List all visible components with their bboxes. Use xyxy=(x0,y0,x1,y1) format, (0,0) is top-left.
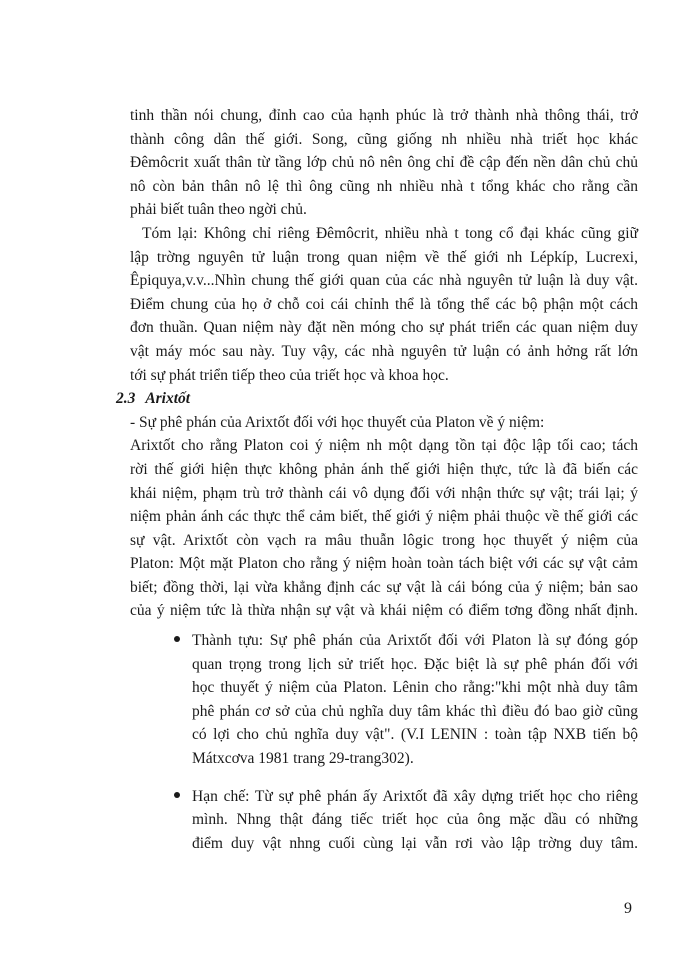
bullet-icon xyxy=(174,636,180,642)
text-line: Thành tựu: Sự phê phán của Arixtốt đối với Platon là sự đóng góp xyxy=(192,632,638,650)
text-line: phải biết tuân theo ngời chủ. xyxy=(130,201,307,219)
paragraph-1 xyxy=(130,104,638,222)
bullet-item-limitations xyxy=(130,785,638,856)
text-line: điểm duy vật nhng cuối cùng lại vẫn rơi vào lập trờng duy tâm. xyxy=(192,834,638,852)
text-line: có lợi cho chủ nghĩa duy vật". (V.I LENIN : toàn tập NXB tiến bộ xyxy=(192,726,638,744)
text-line: niệm phản ánh các thực thể cảm biết, thế giới ý niệm phải thuộc về thế giới các xyxy=(130,508,638,526)
text-line: Mátxcơva 1981 trang 29-trang302). xyxy=(192,750,414,768)
text-line: học thuyết ý niệm của Platon. Lênin cho rằng:"khi một nhà duy tâm xyxy=(192,679,638,697)
section-number: 2.3 xyxy=(116,390,136,408)
text-line: Arixtốt cho rằng Platon coi ý niệm nh một dạng tồn tại độc lập tối cao; tách xyxy=(130,437,638,455)
text-line: Tóm lại: Không chỉ riêng Đêmôcrit, nhiều nhà t tong cổ đại khác cũng giữ xyxy=(142,224,638,242)
section-title: Arixtốt xyxy=(145,390,191,408)
paragraph-2 xyxy=(130,222,638,387)
bullet-item-achievements xyxy=(130,629,638,771)
text-line: Điểm chung của họ ở chỗ coi cái chỉnh thể là tổng thể các bộ phận một cách xyxy=(130,295,638,313)
text-line: lập trờng nguyên tử luận trong quan niệm về thế giới nh Lépkíp, Lucrexi, xyxy=(130,248,638,266)
text-line: thành công dân thế giới. Song, cũng giống nh nhiều nhà triết học khác xyxy=(130,130,638,148)
text-line: Hạn chế: Từ sự phê phán ấy Arixtốt đã xây dựng triết học cho riêng xyxy=(192,787,638,805)
bullet-icon xyxy=(174,792,180,798)
text-line: Êpiquya,v.v...Nhìn chung thế giới quan của các nhà nguyên tử luận là duy vật. xyxy=(130,272,638,290)
text-line: đơn thuần. Quan niệm này đặt nền móng cho sự phát triển các quan niệm duy xyxy=(130,319,638,337)
text-line: phê phán cơ sở của chủ nghĩa duy tâm khác thì điều đó bao giờ cũng xyxy=(192,702,638,720)
text-line: vật máy móc sau này. Tuy vậy, các nhà nguyên tử luận có ảnh hởng rất lớn xyxy=(130,342,638,360)
text-line: Platon: Một mặt Platon cho rằng ý niệm hoàn toàn tách biệt với các sự vật cảm xyxy=(130,555,638,573)
text-line: tới sự phát triển tiếp theo của triết học và khoa học. xyxy=(130,366,449,384)
paragraph-3 xyxy=(130,434,638,623)
page-number: 9 xyxy=(624,900,632,917)
text-line: nô còn bản thân nô lệ thì ông cũng nh nhiều nhà t tổng khác cho rằng cần xyxy=(130,177,638,195)
page-body xyxy=(116,104,638,855)
text-line: biết; đồng thời, lại vừa khẳng định các sự vật là cái bóng của ý niệm; bản sao xyxy=(130,578,638,596)
text-line: mình. Nhng thật đáng tiếc triết học của ông mặc dầu có những xyxy=(192,811,638,829)
section-heading xyxy=(116,387,638,411)
text-line: quan trọng trong lịch sử triết học. Đặc biệt là sự phê phán đối với xyxy=(192,655,638,673)
text-line: khái niệm, phạm trù trở thành cái vô dụng đối với nhận thức sự vật; trái lại; ý xyxy=(130,484,638,502)
text-line: rời thế giới hiện thực không phản ánh thế giới hiện thực, tức là đã biến các xyxy=(130,460,638,478)
text-line: tinh thần nói chung, đỉnh cao của hạnh phúc là trở thành nhà thông thái, trở xyxy=(130,107,638,124)
text-line: sự vật. Arixtốt còn vạch ra mâu thuẫn lôgic trong học thuyết ý niệm của xyxy=(130,531,638,549)
text-line: Đêmôcrit xuất thân từ tầng lớp chủ nô nên ông chỉ đề cập đến nền dân chủ chủ xyxy=(130,154,638,172)
subheading: - Sự phê phán của Arixtốt đối với học thuyết của Platon về ý niệm: xyxy=(130,413,545,431)
text-line: của ý niệm tức là thừa nhận sự vật và khái niệm có điểm tơng đồng nhất định. xyxy=(130,602,638,620)
